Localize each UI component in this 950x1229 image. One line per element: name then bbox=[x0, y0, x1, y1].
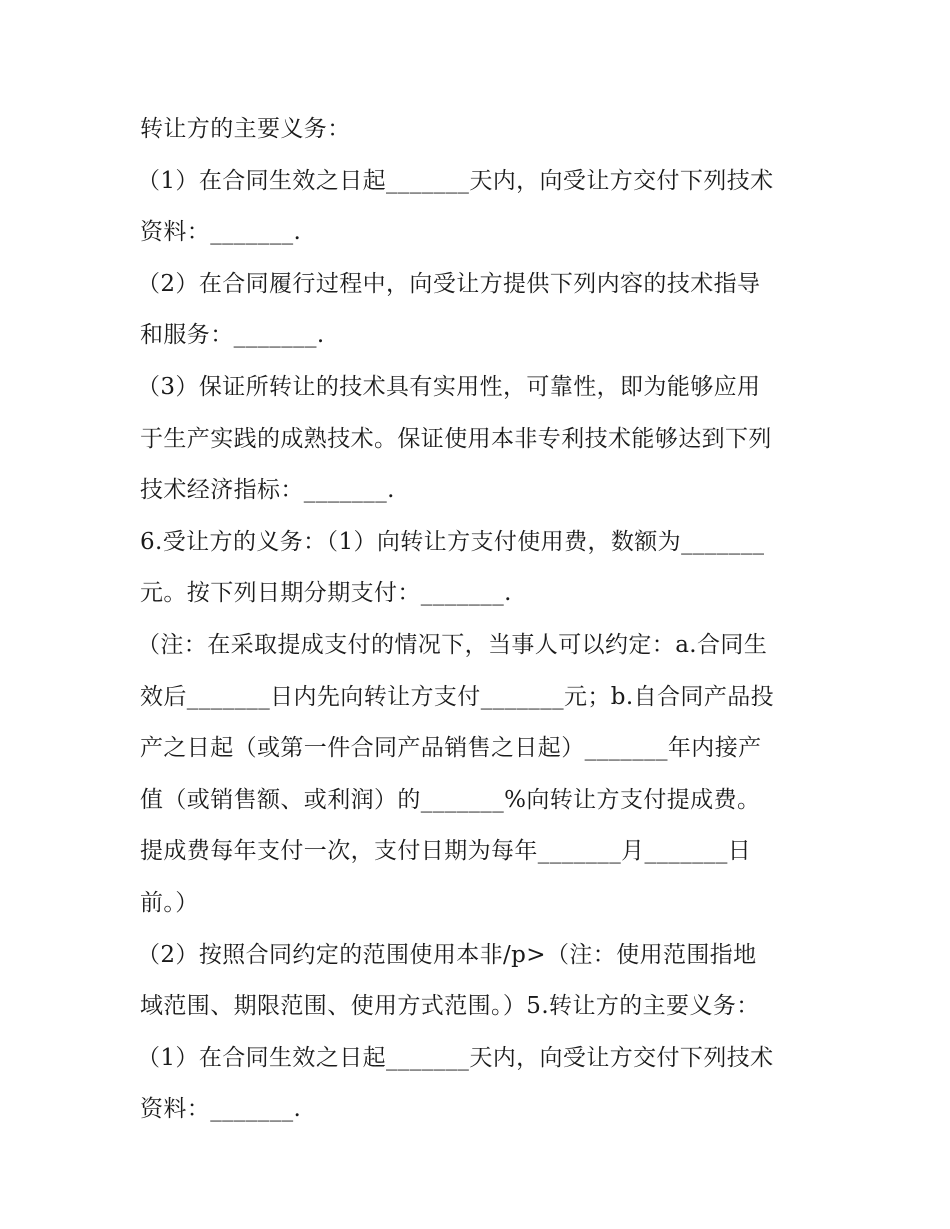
text-line: 效后_______日内先向转让方支付_______元；b.自合同产品投 bbox=[140, 683, 775, 710]
text-line: （1）在合同生效之日起_______天内，向受让方交付下列技术 bbox=[137, 1044, 774, 1071]
text-line: 提成费每年支付一次，支付日期为每年_______月_______日 bbox=[140, 838, 752, 865]
text-line: （2）在合同履行过程中，向受让方提供下列内容的技术指导 bbox=[137, 270, 761, 297]
text-line: （注：在采取提成支付的情况下，当事人可以约定：a.合同生 bbox=[137, 631, 768, 658]
text-line: 资料：_______. bbox=[140, 219, 302, 246]
text-line: 技术经济指标：_______. bbox=[140, 477, 395, 504]
text-line: 于生产实践的成熟技术。保证使用本非专利技术能够达到下列 bbox=[140, 425, 772, 452]
text-line: 域范围、期限范围、使用方式范围。）5.转让方的主要义务： bbox=[140, 993, 760, 1020]
text-line: （1）在合同生效之日起_______天内，向受让方交付下列技术 bbox=[137, 167, 774, 194]
document-body bbox=[137, 104, 820, 1136]
text-line: 转让方的主要义务： bbox=[140, 116, 351, 142]
text-line: 和服务：_______. bbox=[140, 322, 325, 349]
text-line: 值（或销售额、或利润）的_______%向转让方支付提成费。 bbox=[140, 786, 761, 813]
text-line: （3）保证所转让的技术具有实用性，可靠性，即为能够应用 bbox=[137, 373, 761, 400]
text-line: 6.受让方的义务：（1）向转让方支付使用费，数额为_______ bbox=[140, 528, 765, 555]
text-line: 元。按下列日期分期支付：_______. bbox=[140, 580, 512, 607]
text-line: 前。） bbox=[140, 889, 199, 916]
text-line: 资料：_______. bbox=[140, 1096, 302, 1123]
text-line: 产之日起（或第一件合同产品销售之日起）_______年内接产 bbox=[140, 735, 762, 762]
text-line: （2）按照合同约定的范围使用本非/p>（注：使用范围指地 bbox=[137, 941, 757, 968]
